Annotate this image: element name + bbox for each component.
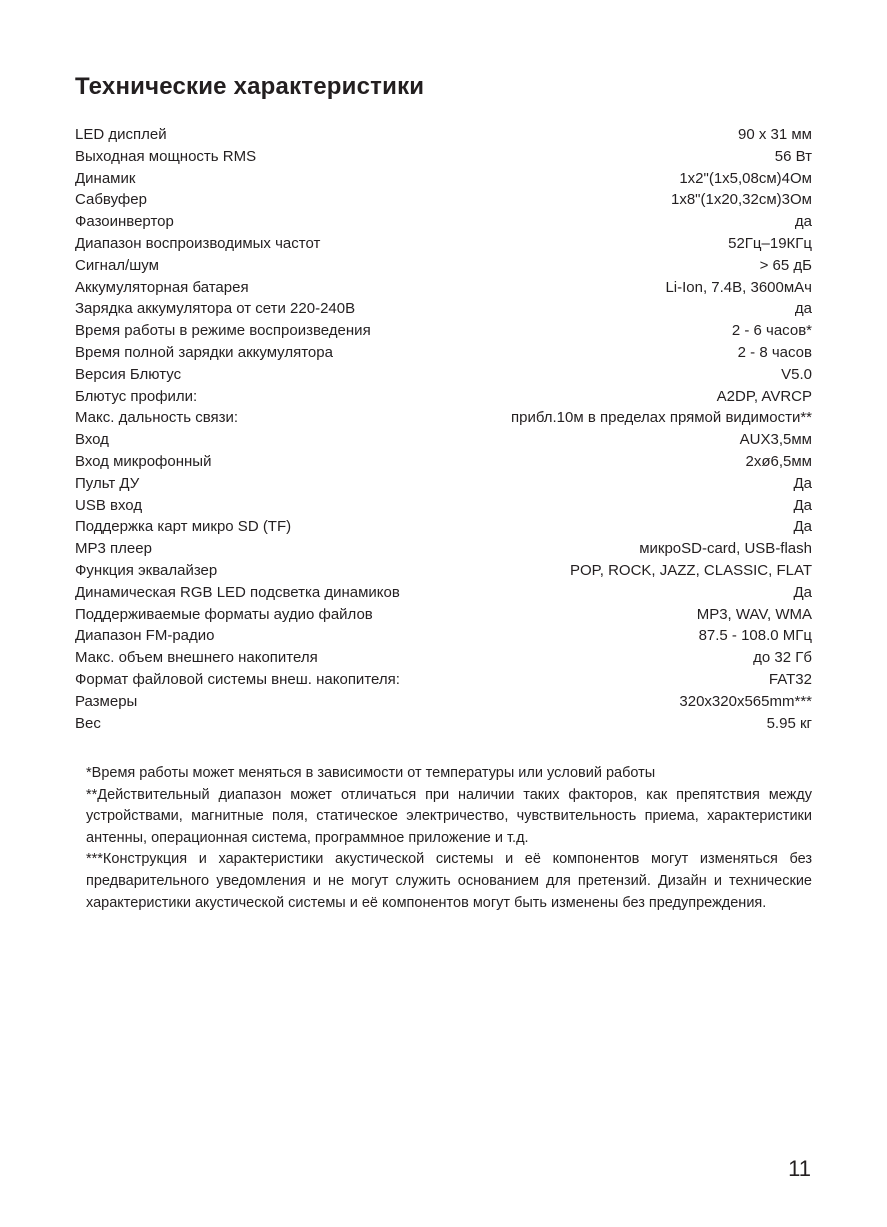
spec-value: 2хø6,5мм (745, 452, 812, 470)
spec-table (75, 124, 812, 734)
spec-row (75, 407, 812, 429)
spec-row (75, 713, 812, 735)
spec-row (75, 255, 812, 277)
spec-row (75, 298, 812, 320)
spec-label: MP3 плеер (75, 540, 152, 558)
spec-value: 5.95 кг (766, 714, 812, 732)
spec-value: 320x320x565mm*** (679, 692, 812, 710)
spec-label: Поддержка карт микро SD (TF) (75, 518, 292, 536)
spec-row (75, 168, 812, 190)
spec-row (75, 320, 812, 342)
spec-row (75, 516, 812, 538)
footnote: **Действительный диапазон может отличаться при наличии таких факторов, как препятствия между устройствами, магнитные поля, статическое электричество, чувствительность приема, характеристики антенны, операционная система, программное приложение и т.д. (86, 786, 812, 846)
spec-label: Макс. объем внешнего накопителя (75, 649, 318, 667)
spec-value: Да (793, 518, 812, 536)
spec-label: Размеры (75, 692, 138, 710)
spec-row (75, 211, 812, 233)
spec-value: > 65 дБ (759, 256, 812, 274)
page-title: Технические характеристики (75, 73, 425, 100)
spec-row (75, 429, 812, 451)
spec-value: 56 Вт (774, 147, 812, 165)
spec-label: LED дисплей (75, 126, 167, 143)
spec-value: Li-Ion, 7.4В, 3600мАч (665, 278, 812, 296)
spec-row (75, 342, 812, 364)
spec-label: Аккумуляторная батарея (75, 278, 249, 296)
spec-value: 90 х 31 мм (738, 126, 812, 143)
spec-value: 52Гц–19КГц (728, 234, 812, 252)
spec-label: Вес (75, 714, 101, 732)
spec-value: 87.5 - 108.0 МГц (698, 627, 812, 645)
spec-row (75, 582, 812, 604)
footnote: *Время работы может меняться в зависимости от температуры или условий работы (86, 765, 656, 781)
spec-label: USB вход (75, 496, 143, 514)
spec-label: Динамическая RGB LED подсветка динамиков (75, 583, 400, 601)
spec-row (75, 277, 812, 299)
spec-row (75, 146, 812, 168)
footnotes (86, 763, 812, 914)
spec-label: Формат файловой системы внеш. накопителя: (75, 670, 400, 688)
spec-value: Да (793, 496, 812, 514)
spec-value: 1x2"(1х5,08см)4Ом (679, 169, 812, 187)
spec-value: V5.0 (781, 365, 812, 383)
page-number: 11 (788, 1156, 811, 1181)
spec-value: FAT32 (768, 670, 812, 688)
spec-row (75, 364, 812, 386)
spec-label: Поддерживаемые форматы аудио файлов (75, 605, 373, 623)
spec-label: Диапазон воспроизводимых частот (75, 234, 321, 252)
spec-row (75, 233, 812, 255)
spec-value: Да (793, 474, 812, 492)
spec-label: Блютус профили: (75, 387, 198, 405)
spec-row (75, 189, 812, 211)
spec-value: Да (793, 583, 812, 601)
spec-row (75, 124, 812, 146)
spec-row (75, 669, 812, 691)
spec-label: Макс. дальность связи: (75, 409, 239, 427)
spec-label: Функция эквалайзер (75, 561, 218, 579)
spec-row (75, 604, 812, 626)
spec-value: 2 - 8 часов (737, 343, 812, 361)
spec-label: Сабвуфер (75, 191, 147, 209)
spec-label: Зарядка аккумулятора от сети 220-240В (75, 300, 356, 318)
spec-value: A2DP, AVRCP (716, 387, 812, 405)
spec-label: Версия Блютус (75, 365, 182, 383)
spec-row (75, 691, 812, 713)
spec-row (75, 560, 812, 582)
spec-value: 1x8"(1х20,32см)3Ом (670, 191, 812, 209)
spec-row (75, 538, 812, 560)
spec-value: POP, ROCK, JAZZ, CLASSIC, FLAT (570, 561, 812, 579)
spec-label: Время работы в режиме воспроизведения (75, 322, 371, 340)
spec-label: Выходная мощность RMS (75, 147, 257, 165)
spec-value: AUX3,5мм (739, 431, 812, 449)
spec-label: Динамик (75, 169, 136, 187)
spec-row (75, 473, 812, 495)
spec-label: Фазоинвертор (75, 213, 174, 231)
spec-label: Диапазон FM-радио (75, 627, 215, 645)
spec-value: MP3, WAV, WMA (696, 605, 812, 623)
spec-value: микроSD-card, USB-flash (639, 540, 812, 558)
spec-value: до 32 Гб (753, 649, 812, 667)
spec-value: 2 - 6 часов* (731, 322, 812, 340)
spec-row (75, 451, 812, 473)
spec-value: да (794, 300, 812, 318)
spec-row (75, 386, 812, 408)
spec-label: Пульт ДУ (75, 474, 140, 492)
spec-label: Время полной зарядки аккумулятора (75, 343, 333, 361)
spec-label: Вход (75, 431, 109, 449)
spec-row (75, 647, 812, 669)
spec-row (75, 495, 812, 517)
spec-row (75, 625, 812, 647)
spec-label: Вход микрофонный (75, 452, 212, 470)
spec-value: прибл.10м в пределах прямой видимости** (511, 409, 812, 427)
spec-label: Сигнал/шум (75, 256, 159, 274)
spec-value: да (794, 213, 812, 231)
footnote: ***Конструкция и характеристики акустической системы и её компонентов могут изменяться без предварительного уведомления и не могут служить основанием для претензий. Дизайн и технические характеристики акустической системы и её компонентов могут быть изменены без предупреждения. (86, 851, 812, 911)
